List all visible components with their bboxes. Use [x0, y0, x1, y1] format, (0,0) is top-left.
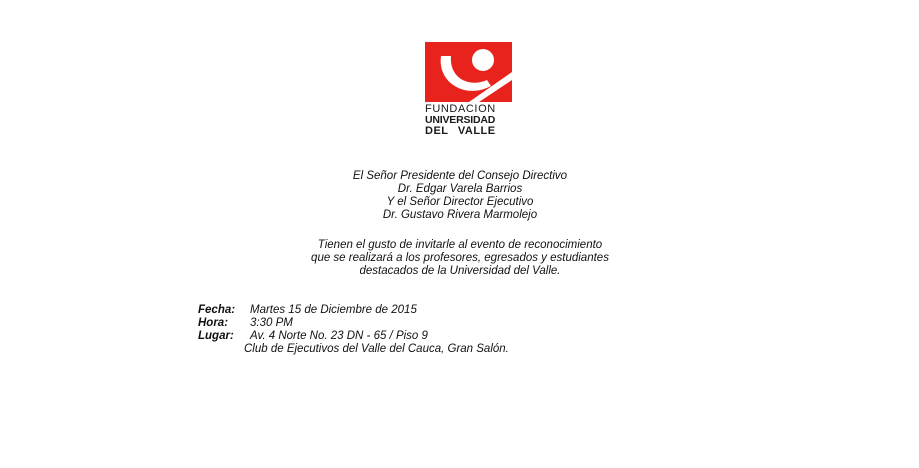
hora-value: 3:30 PM	[250, 317, 293, 329]
logo-line-universidad: UNIVERSIDAD	[425, 114, 496, 126]
logo	[425, 42, 513, 142]
lugar-label: Lugar:	[198, 330, 234, 342]
invitation-block	[240, 239, 680, 278]
invitation-line: destacados de la Universidad del Valle.	[359, 265, 561, 277]
lugar-value-2: Club de Ejecutivos del Valle del Cauca, Gran Salón.	[244, 343, 509, 355]
logo-wordmark	[425, 104, 515, 137]
logo-line-del-valle: DEL VALLE	[425, 125, 496, 137]
hosts-block	[240, 170, 680, 222]
fundacion-univalle-logo-icon	[425, 42, 512, 102]
lugar-value: Av. 4 Norte No. 23 DN - 65 / Piso 9	[250, 330, 428, 342]
invitation-line: que se realizará a los profesores, egresados y estudiantes	[311, 252, 609, 264]
hora-label: Hora:	[198, 317, 229, 329]
host-line: Dr. Gustavo Rivera Marmolejo	[382, 209, 538, 221]
host-line: Dr. Edgar Varela Barrios	[397, 183, 523, 195]
fecha-value: Martes 15 de Diciembre de 2015	[250, 304, 417, 316]
invitation-line: Tienen el gusto de invitarle al evento de reconocimiento	[317, 239, 603, 251]
host-line: El Señor Presidente del Consejo Directivo	[352, 170, 568, 182]
fecha-label: Fecha:	[198, 304, 236, 316]
host-line: Y el Señor Director Ejecutivo	[386, 196, 534, 208]
logo-line-fundacion: FUNDACION	[425, 103, 496, 115]
